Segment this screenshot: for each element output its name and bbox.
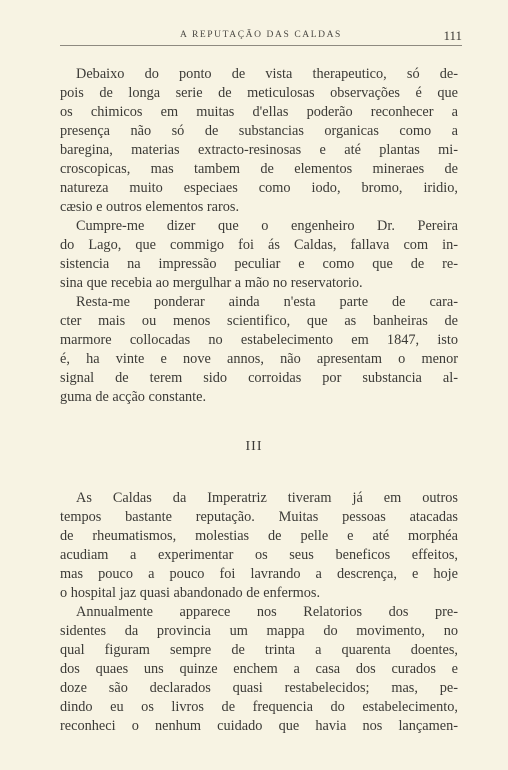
text-line: do Lago, que commigo foi ás Caldas, fallava com in- (60, 237, 458, 253)
text-line: cæsio e outros elementos raros. (60, 199, 240, 215)
text-line: dos quaes uns quinze enchem a casa dos curados e (60, 661, 458, 677)
text-line: sina que recebia ao mergulhar a mão no reservatorio. (60, 275, 363, 291)
text-line: Debaixo do ponto de vista therapeutico, só de- (76, 66, 458, 82)
text-line: guma de acção constante. (60, 389, 207, 405)
header-rule (60, 45, 462, 46)
text-line: mas pouco a pouco foi lavrando a descrença, e hoje (60, 566, 458, 582)
text-line: marmore collocadas no estabelecimento em 1847, isto (60, 332, 458, 348)
text-line: acudiam a experimentar os seus beneficos effeitos, (60, 547, 458, 563)
text-line: As Caldas da Imperatriz tiveram já em outros (76, 490, 458, 506)
text-line: reconheci o nenhum cuidado que havia nos lançamen- (60, 718, 458, 734)
section-number: III (245, 439, 263, 454)
text-line: doze são declarados quasi restabelecidos; mas, pe- (60, 680, 458, 696)
text-line: é, ha vinte e nove annos, não apresentam o menor (60, 351, 458, 367)
text-line: de rheumatismos, molestias de pelle e até morphéa (60, 528, 458, 544)
text-line: presença não só de substancias organicas como a (60, 123, 458, 139)
text-line: os chimicos em muitas d'ellas poderão reconhecer a (60, 104, 458, 120)
text-line: dindo eu os livros de frequencia do estabelecimento, (60, 699, 458, 715)
text-line: Annualmente apparece nos Relatorios dos pre- (76, 604, 458, 620)
running-title: A REPUTAÇÃO DAS CALDAS (180, 30, 342, 40)
text-block-upper (60, 65, 458, 407)
text-line: qual figuram sempre de trinta a quarenta doentes, (60, 642, 458, 658)
text-line: Resta-me ponderar ainda n'esta parte de cara- (76, 294, 458, 310)
text-line: signal de terem sido corroidas por substancia al- (60, 370, 458, 386)
text-line: croscopicas, mas tambem de elementos mineraes de (60, 161, 458, 177)
text-line: cter mais ou menos scientifico, que as banheiras de (60, 313, 458, 329)
text-line: sidentes da provincia um mappa do movimento, no (60, 623, 458, 639)
text-line: Cumpre-me dizer que o engenheiro Dr. Pereira (76, 218, 458, 234)
text-line: baregina, materias extracto-resinosas e até plantas mi- (60, 142, 458, 158)
text-line: o hospital jaz quasi abandonado de enfermos. (60, 585, 321, 601)
text-line: pois de longa serie de meticulosas observações é que (60, 85, 458, 101)
text-line: sistencia na impressão peculiar e como que de re- (60, 256, 458, 272)
text-block-lower (60, 489, 458, 736)
text-line: natureza muito especiaes como iodo, bromo, iridio, (60, 180, 458, 196)
text-line: tempos bastante reputação. Muitas pessoas atacadas (60, 509, 458, 525)
running-head (60, 28, 462, 46)
page-number: 111 (443, 28, 462, 43)
